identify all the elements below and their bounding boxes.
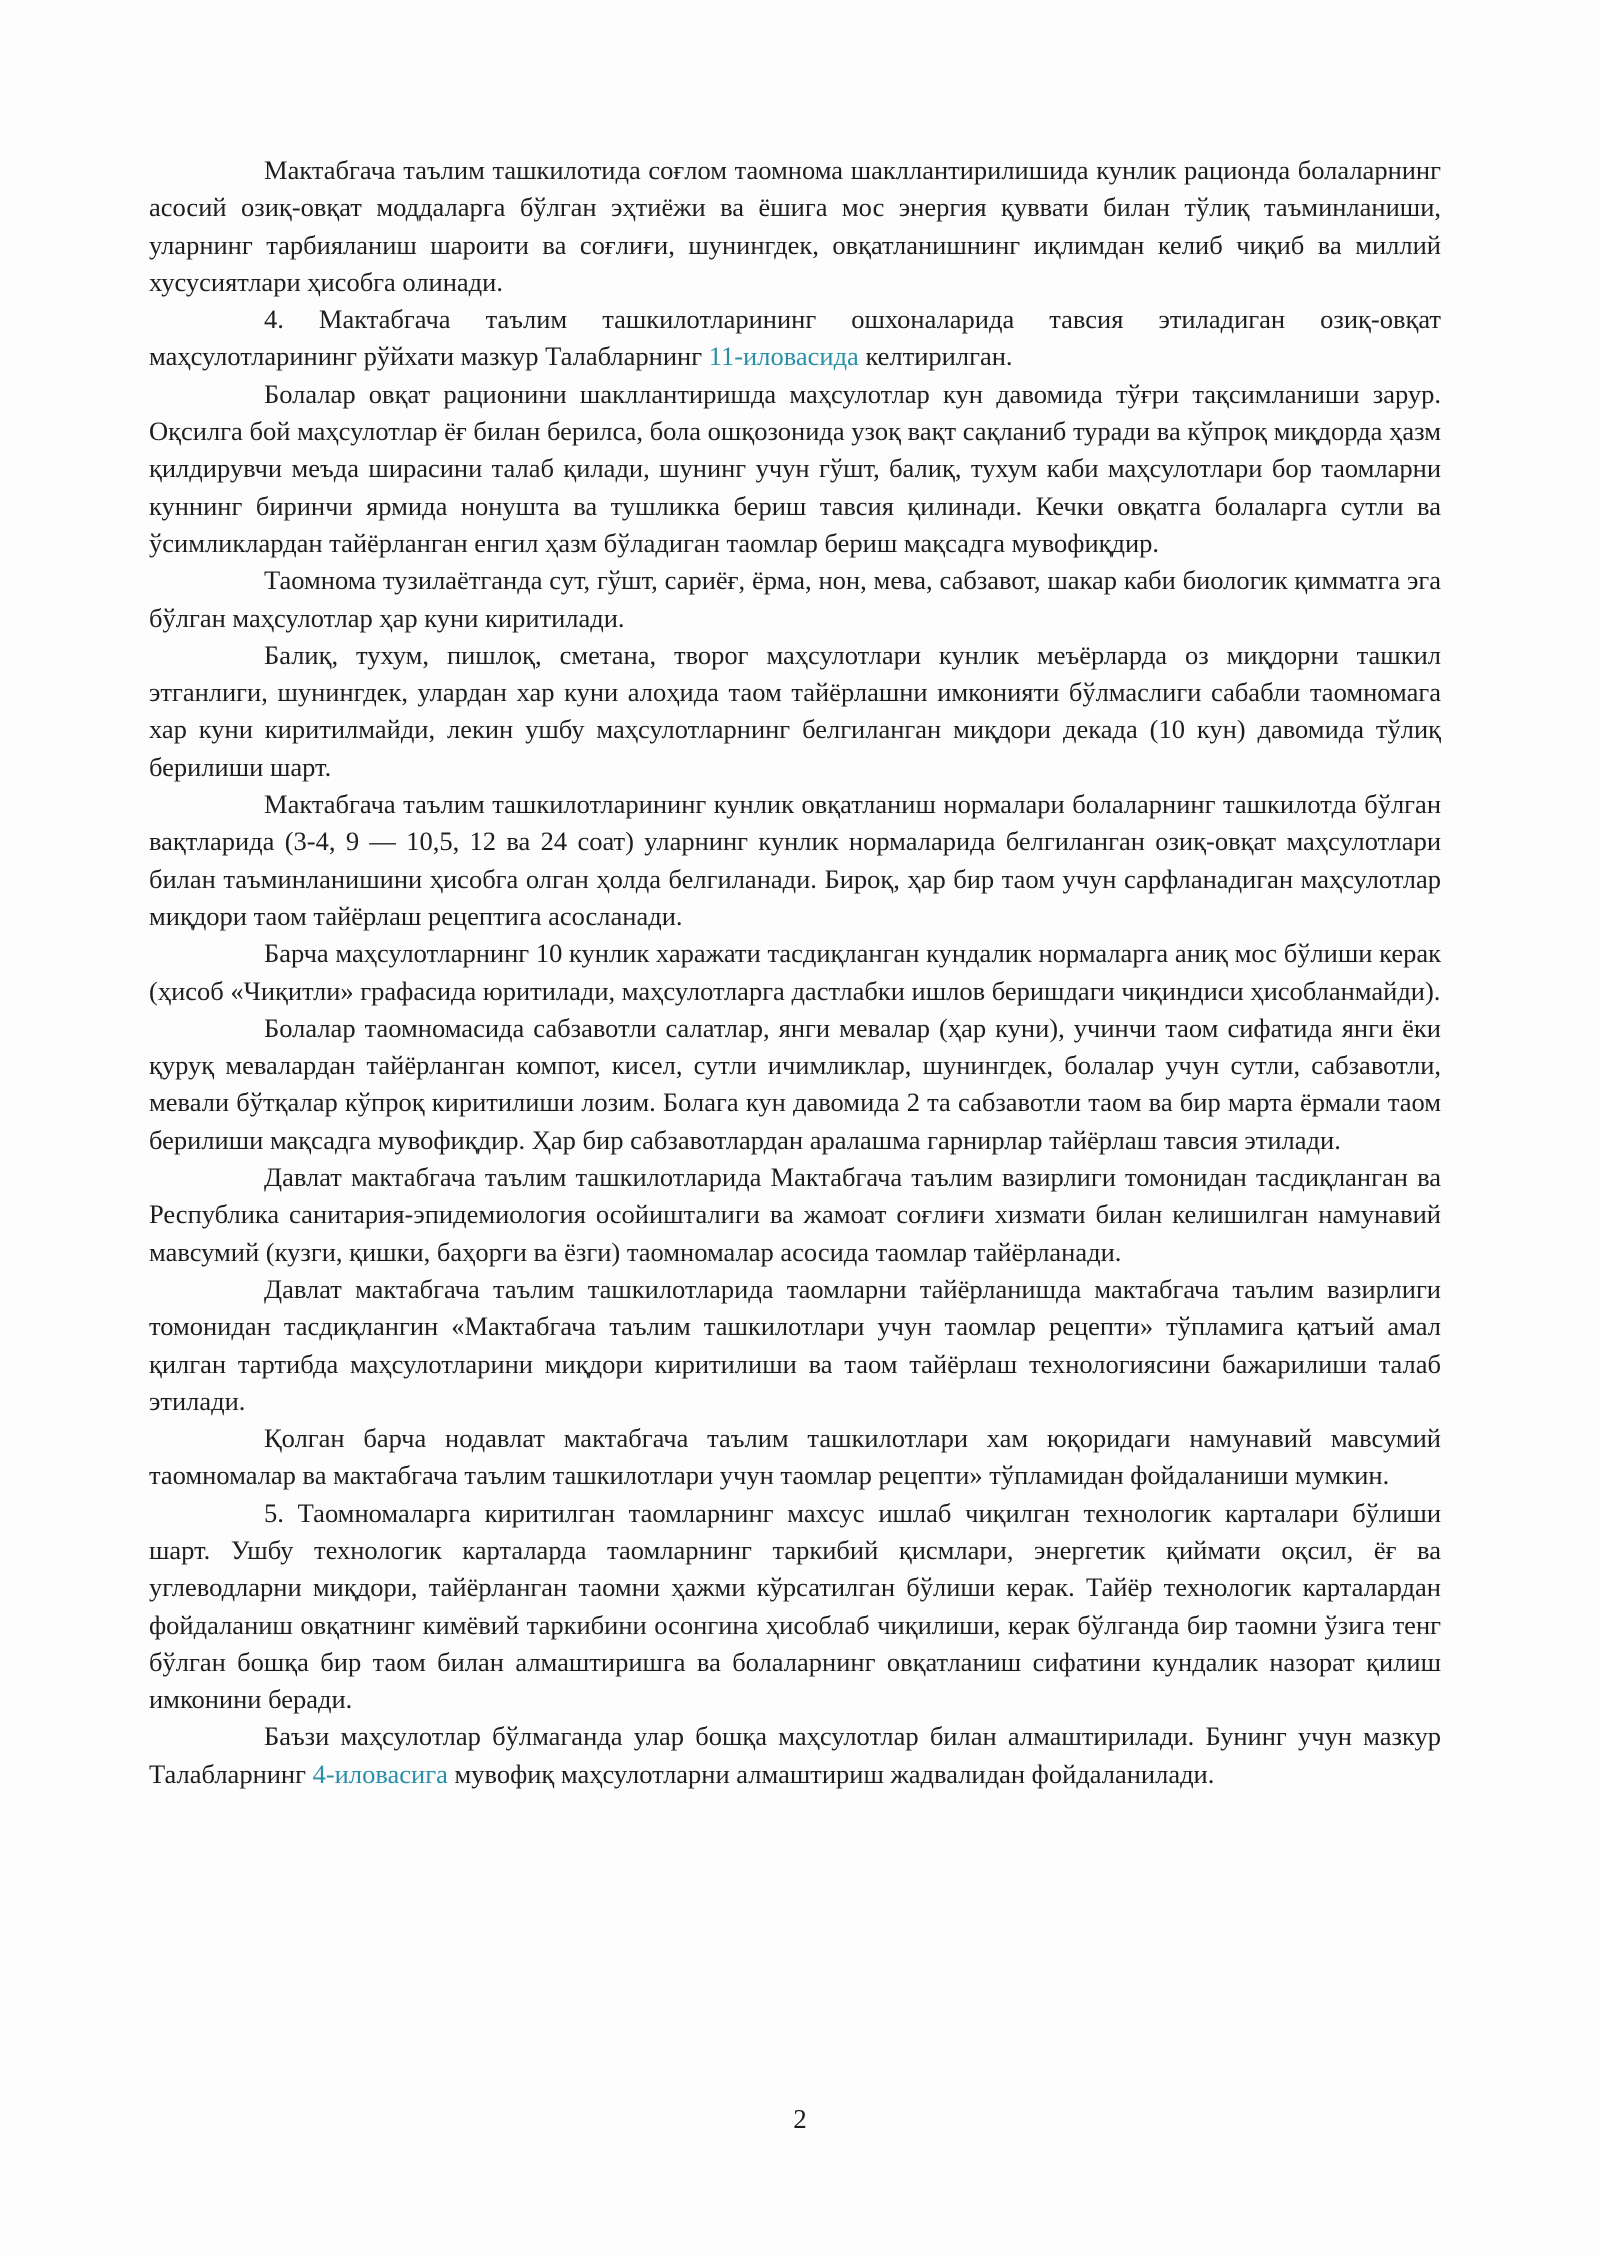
page-number: 2 (793, 2104, 807, 2134)
paragraph-daily-products: Таомнома тузилаётганда сут, гўшт, сариёғ, ёрма, нон, мева, сабзавот, шакар каби биологик қимматга эга бўлган маҳсулотлар ҳар куни киритилади. (149, 565, 1441, 633)
paragraph-distribution: Болалар овқат рационини шакллантиришда маҳсулотлар кун давомида тўғри тақсимланиши зарур. Оқсилга бой маҳсулотлар ёғ билан берилса, бола ошқозонида узоқ вақт сақланиб туради ва кўпроқ миқдорда ҳазм қилдирувчи меъда ширасини талаб қилади, шунинг учун гўшт, балиқ, тухум каби маҳсулотлари бор таомларни куннинг биринчи ярмида нонушта ва тушликка бериш тавсия қилинади. Кечки овқатга болаларга сутли ва ўсимликлардан тайёрланган енгил ҳазм бўладиган таомлар бериш мақсадга мувофиқдир. (149, 378, 1441, 558)
paragraph-text: келтирилган. (858, 341, 1013, 372)
paragraph-healthy-menu: Мактабгача таълим ташкилотида соғлом таомнома шакллантирилишида кунлик рационда болаларнинг асосий озиқ-овқат моддаларга бўлган эҳтиёжи ва ёшига мос энергия қуввати билан тўлиқ таъминланиши, уларнинг тарбияланиш шароити ва соғлиғи, шунингдек, овқатланишнинг иқлимдан келиб чиқиб ва миллий хусусиятлари ҳисобга олинади. (149, 155, 1441, 297)
paragraph-product-replacement (149, 1718, 1441, 1793)
paragraph-recipe-collection: Давлат мактабгача таълим ташкилотларида таомларни тайёрланишда мактабгача таълим вазирлиги томонидан тасдиқлангин «Мактабгача таълим ташкилотлари учун таомлар рецепти» тўпламига қатъий амал қилган тартибда маҳсулотларини миқдори киритилиши ва таом тайёрлаш технологиясини бажарилиши талаб этилади. (149, 1273, 1441, 1416)
paragraph-item-4 (149, 301, 1441, 376)
paragraph-menu-content: Болалар таомномасида сабзавотли салатлар, янги мевалар (ҳар куни), учинчи таом сифатида янги ёки қуруқ мевалардан тайёрланган компот, кисел, сутли ичимликлар, шунингдек, болалар учун сутли, сабзавотли, мевали бўтқалар кўпроқ киритилиши лозим. Болага кун давомида 2 та сабзавотли таом ва бир марта ёрмали таом берилиши мақсадга мувофиқдир. Ҳар бир сабзавотлардан аралашма гарнирлар тайёрлаш тавсия этилади. (149, 1012, 1441, 1155)
document-body (149, 152, 1441, 1793)
paragraph-text: Баъзи маҳсулотлар бўлмаганда улар бошқа маҳсулотлар билан алмаштирилади. Бунинг учун мазкур Талабларнинг (149, 1721, 1441, 1789)
paragraph-daily-norms: Мактабгача таълим ташкилотларининг кунлик овқатланиш нормалари болаларнинг ташкилотда бўлган вақтларида (3-4, 9 — 10,5, 12 ва 24 соат) уларнинг кунлик нормаларида белгиланган озиқ-овқат маҳсулотлари билан таъминланишини ҳисобга олган ҳолда белгиланади. Бироқ, ҳар бир таом учун сарфланадиган маҳсулотлар миқдори таом тайёрлаш рецептига асосланади. (149, 789, 1441, 931)
paragraph-item-5: 5. Таомномаларга киритилган таомларнинг махсус ишлаб чиқилган технологик карталари бўлиши шарт. Ушбу технологик карталарда таомларнинг таркибий қисмлари, энергетик қиймати оқсил, ёғ ва углеводларни миқдори, тайёрланган таомни ҳажми кўрсатилган бўлиши керак. Тайёр технологик карталардан фойдаланиш овқатнинг кимёвий таркибини осонгина ҳисоблаб чиқилиши, керак бўлганда бир таомни ўзига тенг бўлган бошқа бир таом билан алмаштиришга ва болаларнинг овқатланиш сифатини кундалик назорат қилиш имконини беради. (149, 1497, 1441, 1715)
paragraph-private-institutions: Қолган барча нодавлат мактабгача таълим ташкилотлари хам юқоридаги намунавий мавсумий таомномалар ва мактабгача таълим ташкилотлари учун таомлар рецепти» тўпламидан фойдаланиши мумкин. (149, 1423, 1441, 1491)
paragraph-text: мувофиқ маҳсулотларни алмаштириш жадвалидан фойдаланилади. (447, 1758, 1215, 1789)
paragraph-seasonal-menus: Давлат мактабгача таълим ташкилотларида Мактабгача таълим вазирлиги томонидан тасдиқланган ва Республика санитария-эпидемиология осойишталиги ва жамоат соғлиғи хизмати билан келишилган намунавий мавсумий (кузги, қишки, баҳорги ва ёзги) таомномалар асосида таомлар тайёрланади. (149, 1162, 1441, 1267)
annex-11-link[interactable]: 11-иловасида (708, 341, 859, 372)
paragraph-ten-day-expense: Барча маҳсулотларнинг 10 кунлик харажати тасдиқланган кундалик нормаларга аниқ мос бўлиши керак (ҳисоб «Чиқитли» графасида юритилади, маҳсулотларга дастлабки ишлов беришдаги чиқиндиси ҳисобланмайди). (149, 938, 1441, 1006)
annex-4-link[interactable]: 4-иловасига (312, 1758, 448, 1789)
paragraph-text: 4. Мактабгача таълим ташкилотларининг ошхоналарида тавсия этиладиган озиқ-овқат маҳсулотларининг рўйхати мазкур Талабларнинг (149, 304, 1441, 372)
paragraph-decade-products: Балиқ, тухум, пишлоқ, сметана, творог маҳсулотлари кунлик меъёрларда оз миқдорни ташкил этганлиги, шунингдек, улардан хар куни алоҳида таом тайёрлашни имконияти бўлмаслиги сабабли таомномага хар куни киритилмайди, лекин ушбу маҳсулотларнинг белгиланган миқдори декада (10 кун) давомида тўлиқ берилиши шарт. (149, 639, 1441, 782)
